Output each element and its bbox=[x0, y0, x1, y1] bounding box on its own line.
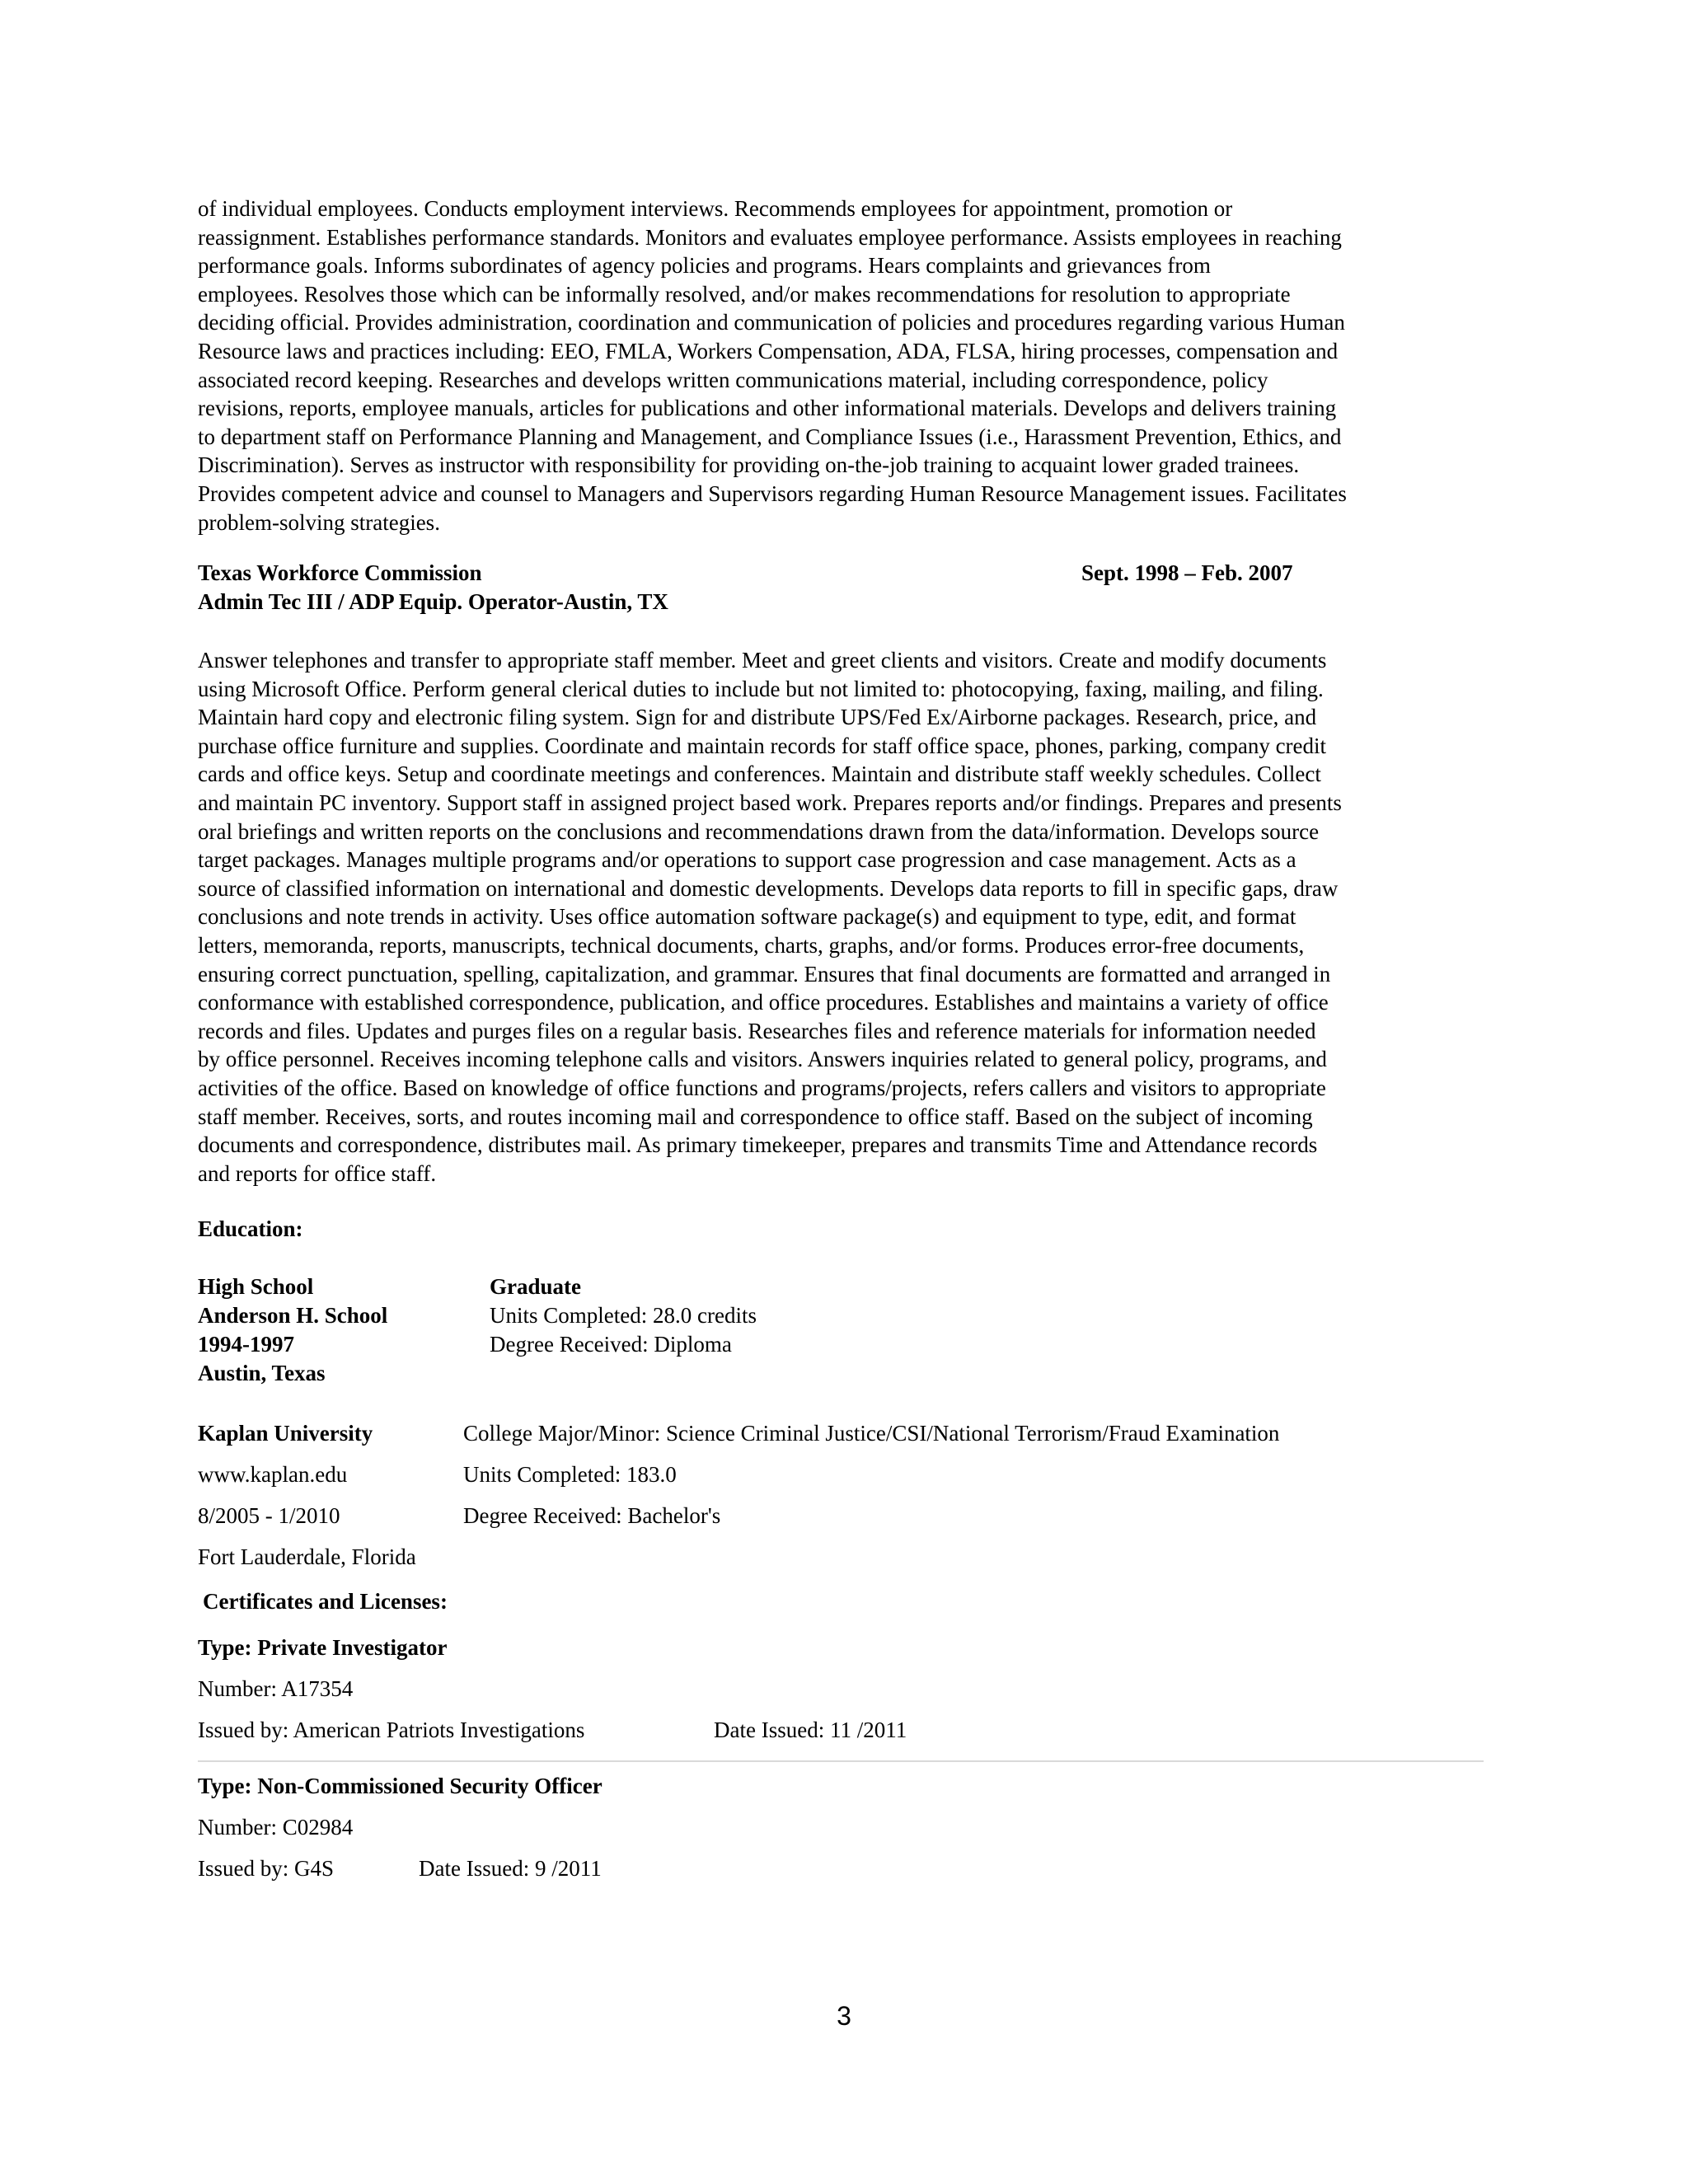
divider-line bbox=[198, 1760, 1484, 1762]
paragraph-line: to department staff on Performance Planning and Management, and Compliance Issues (i.e., Harassment Prevention, Ethics, and bbox=[198, 424, 1342, 449]
paragraph-line: Maintain hard copy and electronic filing system. Sign for and distribute UPS/Fed Ex/Airborne packages. Research, price, and bbox=[198, 705, 1317, 730]
paragraph-line: deciding official. Provides administration, coordination and communication of policies and procedures regarding various Human bbox=[198, 310, 1345, 335]
cert-issued-by: Issued by: American Patriots Investigations bbox=[198, 1718, 585, 1742]
hs-name: High School bbox=[198, 1274, 314, 1299]
college-units: Units Completed: 183.0 bbox=[463, 1462, 677, 1487]
paragraph-line: records and files. Updates and purges files on a regular basis. Researches files and reference materials for information needed bbox=[198, 1018, 1316, 1043]
paragraph-line: cards and office keys. Setup and coordinate meetings and conferences. Maintain and distribute staff weekly schedules. Collect bbox=[198, 762, 1321, 787]
page-number: 3 bbox=[837, 2001, 851, 2031]
paragraph-line: conformance with established correspondence, publication, and office procedures. Establishes and maintains a variety of office bbox=[198, 990, 1329, 1015]
hs-years: 1994-1997 bbox=[198, 1332, 294, 1357]
job-description bbox=[198, 646, 1484, 1188]
cert-issued-by: Issued by: G4S bbox=[198, 1856, 335, 1881]
paragraph-line: revisions, reports, employee manuals, articles for publications and other informational materials. Develops and delivers training bbox=[198, 396, 1337, 421]
paragraph-line: Discrimination). Serves as instructor with responsibility for providing on-the-job training to acquaint lower graded trainees. bbox=[198, 452, 1300, 478]
paragraph-line: performance goals. Informs subordinates of agency policies and programs. Hears complaints and grievances from bbox=[198, 253, 1211, 279]
job-title: Admin Tec III / ADP Equip. Operator-Austin, TX bbox=[198, 589, 668, 614]
paragraph-line: purchase office furniture and supplies. Coordinate and maintain records for staff office space, phones, parking, company credit bbox=[198, 733, 1327, 758]
certificates-heading: Certificates and Licenses: bbox=[203, 1589, 448, 1614]
job-employer: Texas Workforce Commission bbox=[198, 560, 482, 585]
paragraph-line: reassignment. Establishes performance standards. Monitors and evaluates employee performance. Assists employees in reaching bbox=[198, 224, 1342, 250]
college-name: Kaplan University bbox=[198, 1421, 373, 1446]
paragraph-line: problem-solving strategies. bbox=[198, 509, 440, 535]
cert-number: Number: A17354 bbox=[198, 1676, 354, 1701]
paragraph-line: source of classified information on international and domestic developments. Develops data reports to fill in specific gaps, draw bbox=[198, 875, 1339, 901]
paragraph-line: conclusions and note trends in activity. Uses office automation software package(s) and equipment to type, edit, and format bbox=[198, 904, 1296, 930]
paragraph-line: oral briefings and written reports on the conclusions and recommendations drawn from the data/information. Develops source bbox=[198, 818, 1320, 844]
paragraph-line: target packages. Manages multiple programs and/or operations to support case progression and case management. Acts as a bbox=[198, 847, 1296, 873]
cert-number: Number: C02984 bbox=[198, 1815, 354, 1840]
paragraph-line: Resource laws and practices including: EEO, FMLA, Workers Compensation, ADA, FLSA, hiring processes, compensation and bbox=[198, 338, 1339, 363]
hs-units: Units Completed: 28.0 credits bbox=[490, 1303, 757, 1328]
paragraph-line: ensuring correct punctuation, spelling, capitalization, and grammar. Ensures that final documents are formatted and arranged in bbox=[198, 961, 1331, 987]
intro-paragraph bbox=[198, 194, 1484, 537]
paragraph-line: activities of the office. Based on knowledge of office functions and programs/projects, refers callers and visitors to appropriate bbox=[198, 1075, 1326, 1100]
college-location: Fort Lauderdale, Florida bbox=[198, 1544, 416, 1569]
paragraph-line: associated record keeping. Researches and develops written communications material, including correspondence, policy bbox=[198, 367, 1268, 392]
paragraph-line: documents and correspondence, distributes mail. As primary timekeeper, prepares and transmits Time and Attendance records bbox=[198, 1132, 1318, 1158]
paragraph-line: by office personnel. Receives incoming telephone calls and visitors. Answers inquiries related to general policy, programs, and bbox=[198, 1047, 1327, 1072]
paragraph-line: and reports for office staff. bbox=[198, 1160, 437, 1186]
college-degree: Degree Received: Bachelor's bbox=[463, 1503, 721, 1528]
job-dates: Sept. 1998 – Feb. 2007 bbox=[1081, 560, 1293, 585]
college-website: www.kaplan.edu bbox=[198, 1462, 348, 1487]
cert-type: Type: Non-Commissioned Security Officer bbox=[198, 1774, 603, 1798]
hs-degree: Degree Received: Diploma bbox=[490, 1332, 732, 1357]
paragraph-line: employees. Resolves those which can be informally resolved, and/or makes recommendations for resolution to appropriate bbox=[198, 281, 1291, 307]
paragraph-line: Answer telephones and transfer to appropriate staff member. Meet and greet clients and visitors. Create and modify documents bbox=[198, 648, 1327, 673]
hs-school: Anderson H. School bbox=[198, 1303, 388, 1328]
paragraph-line: using Microsoft Office. Perform general clerical duties to include but not limited to: photocopying, faxing, mailing, and filing. bbox=[198, 676, 1324, 701]
paragraph-line: letters, memoranda, reports, manuscripts, technical documents, charts, graphs, and/or forms. Produces error-free documents, bbox=[198, 932, 1305, 958]
paragraph-line: staff member. Receives, sorts, and routes incoming mail and correspondence to office staff. Based on the subject of incoming bbox=[198, 1104, 1313, 1129]
college-dates: 8/2005 - 1/2010 bbox=[198, 1503, 340, 1528]
cert-date-issued: Date Issued: 11 /2011 bbox=[714, 1718, 907, 1742]
paragraph-line: Provides competent advice and counsel to Managers and Supervisors regarding Human Resource Management issues. Facilitates bbox=[198, 480, 1347, 506]
hs-location: Austin, Texas bbox=[198, 1361, 326, 1385]
paragraph-line: and maintain PC inventory. Support staff in assigned project based work. Prepares reports and/or findings. Prepares and presents bbox=[198, 790, 1342, 815]
college-major: College Major/Minor: Science Criminal Justice/CSI/National Terrorism/Fraud Examination bbox=[463, 1421, 1280, 1446]
paragraph-line: of individual employees. Conducts employment interviews. Recommends employees for appointment, promotion or bbox=[198, 196, 1233, 221]
education-heading: Education: bbox=[198, 1216, 303, 1241]
cert-date-issued: Date Issued: 9 /2011 bbox=[419, 1856, 602, 1881]
cert-type: Type: Private Investigator bbox=[198, 1635, 448, 1660]
hs-status: Graduate bbox=[490, 1274, 581, 1299]
